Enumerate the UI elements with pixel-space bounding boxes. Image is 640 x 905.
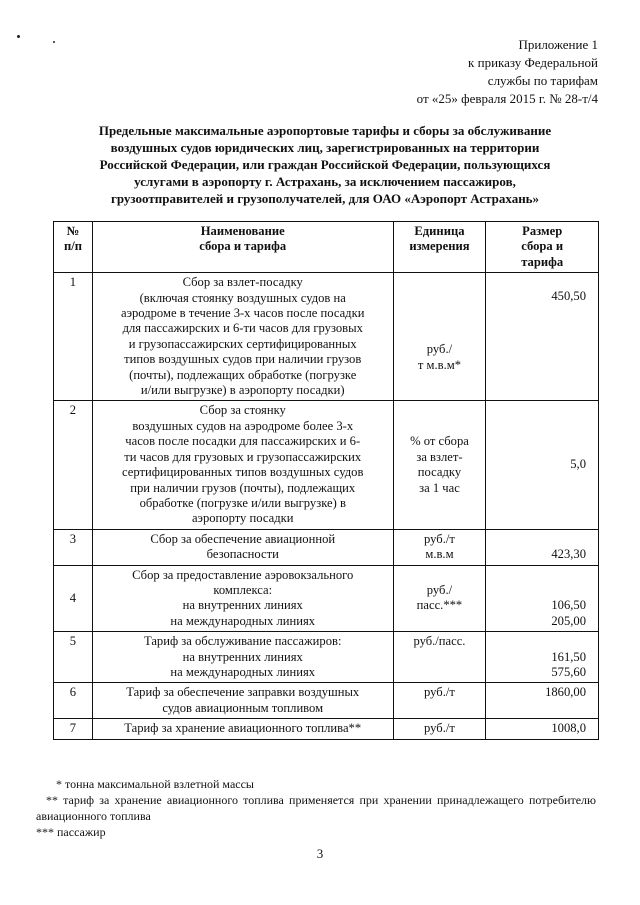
name-line: обработке (погрузке и/или выгрузке) в <box>139 495 346 510</box>
title-line: услугами в аэропорту г. Астрахань, за исключением пассажиров, <box>134 174 516 189</box>
name-line: на внутренних линиях <box>182 649 303 664</box>
header-text: тарифа <box>521 254 564 269</box>
name-line: на международных линиях <box>170 613 316 628</box>
row-number: 1 <box>54 273 93 401</box>
name-line: типов воздушных судов при наличии грузов <box>124 352 362 367</box>
name-line: при наличии грузов (почты), подлежащих <box>130 480 356 495</box>
name-line: воздушных судов на аэродроме более 3-х <box>132 418 354 433</box>
name-line: аэропорту посадки <box>191 511 294 526</box>
row-unit <box>393 632 486 683</box>
row-name <box>92 719 393 739</box>
name-line: для пассажирских и 6-ти часов для грузовых <box>122 321 363 336</box>
name-line: безопасности <box>206 547 279 562</box>
page-number: 3 <box>316 846 324 861</box>
title-line: Предельные максимальные аэропортовые тарифы и сборы за обслуживание <box>98 123 552 138</box>
row-value <box>486 683 599 719</box>
table-row <box>54 632 599 683</box>
value-line: 106,50 <box>551 598 586 613</box>
row-unit <box>393 683 486 719</box>
row-name <box>92 632 393 683</box>
name-line: Сбор за взлет-посадку <box>182 275 303 290</box>
unit-line: руб./т <box>424 531 455 546</box>
appendix-line: к приказу Федеральной <box>468 55 598 70</box>
tariffs-table <box>53 221 599 740</box>
unit-line: % от сбора <box>410 434 469 449</box>
row-name <box>92 529 393 565</box>
value-line: 450,50 <box>551 289 586 304</box>
scan-speck <box>53 41 55 43</box>
name-line: (почты), подлежащих обработке (погрузке <box>129 367 357 382</box>
row-name <box>92 401 393 529</box>
row-unit <box>393 529 486 565</box>
name-line: судов авиационным топливом <box>162 700 324 715</box>
value-line: 161,50 <box>551 649 586 664</box>
row-name <box>92 273 393 401</box>
header-text: № <box>66 224 80 238</box>
row-number: 7 <box>54 719 93 739</box>
header-text: Размер <box>522 224 563 238</box>
name-line: ти часов для грузовых и грузопассажирских <box>124 449 362 464</box>
footnote-3: *** пассажир <box>36 825 106 839</box>
unit-line: посадку <box>417 465 462 480</box>
row-number: 6 <box>54 683 93 719</box>
title-line: воздушных судов юридических лиц, зарегистрированных на территории <box>110 140 540 155</box>
footnote-2: ** тариф за хранение авиационного топлива применяется при хранении принадлежащего потребителю авиационного топлива <box>36 793 596 823</box>
unit-line: пасс.*** <box>416 598 463 613</box>
row-unit <box>393 273 486 401</box>
header-number <box>54 222 93 273</box>
header-text: сбора и тарифа <box>199 239 287 254</box>
value-line: 423,30 <box>551 547 586 562</box>
title-line: грузоотправителей и грузополучателей, для ОАО «Аэропорт Астрахань» <box>110 191 540 206</box>
name-line: Тариф за обслуживание пассажиров: <box>143 634 342 649</box>
row-name <box>92 565 393 632</box>
row-unit <box>393 401 486 529</box>
unit-line: руб./т <box>424 721 455 736</box>
name-line: Сбор за обеспечение авиационной <box>150 531 336 546</box>
table-row <box>54 683 599 719</box>
unit-line: руб./ <box>426 582 453 597</box>
value-line: 205,00 <box>551 613 586 628</box>
value-line: 1008,0 <box>551 721 586 736</box>
name-line: на внутренних линиях <box>182 598 303 613</box>
row-value <box>486 273 599 401</box>
row-value <box>486 719 599 739</box>
header-text: Единица <box>414 224 465 238</box>
appendix-line: от «25» февраля 2015 г. № 28-т/4 <box>416 91 598 106</box>
header-name <box>92 222 393 273</box>
row-number: 3 <box>54 529 93 565</box>
name-line: Тариф за обеспечение заправки воздушных <box>126 685 360 700</box>
unit-line: за взлет- <box>416 449 463 464</box>
header-text: измерения <box>409 239 470 254</box>
value-line: 575,60 <box>551 664 586 679</box>
table-row <box>54 565 599 632</box>
appendix-line: Приложение 1 <box>518 37 598 52</box>
row-number: 2 <box>54 401 93 529</box>
name-line: и грузопассажирских сертифицированных <box>128 336 357 351</box>
row-value <box>486 632 599 683</box>
header-unit <box>393 222 486 273</box>
unit-line: руб./ <box>426 342 453 357</box>
name-line: комплекса: <box>213 582 273 597</box>
table-row <box>54 273 599 401</box>
name-line: часов после посадки для пассажирских и 6- <box>125 434 361 449</box>
table-row <box>54 719 599 739</box>
name-line: Тариф за хранение авиационного топлива** <box>124 721 362 736</box>
header-value <box>486 222 599 273</box>
document-title <box>40 122 610 207</box>
scan-speck <box>17 35 20 38</box>
unit-line: т м.в.м* <box>417 357 462 372</box>
row-unit <box>393 719 486 739</box>
appendix-line: службы по тарифам <box>487 73 598 88</box>
unit-line: руб./т <box>424 685 455 700</box>
row-number: 5 <box>54 632 93 683</box>
value-line: 5,0 <box>570 457 586 472</box>
header-text: п/п <box>63 239 82 254</box>
row-value <box>486 529 599 565</box>
name-line: и/или выгрузке) в аэропорту посадки) <box>140 383 345 398</box>
table-header-row <box>54 222 599 273</box>
value-line: 1860,00 <box>545 685 586 700</box>
footnote-1: * тонна максимальной взлетной массы <box>56 777 254 791</box>
header-text: Наименование <box>200 224 285 238</box>
name-line: Сбор за стоянку <box>199 403 286 418</box>
name-line: сертифицированных типов воздушных судов <box>122 465 364 480</box>
row-value <box>486 401 599 529</box>
table-row <box>54 529 599 565</box>
appendix-reference <box>338 36 598 108</box>
name-line: Сбор за предоставление аэровокзального <box>132 567 354 582</box>
table-row <box>54 401 599 529</box>
unit-line: за 1 час <box>419 480 460 495</box>
name-line: (включая стоянку воздушных судов на <box>139 290 346 305</box>
row-number: 4 <box>54 565 93 632</box>
footnotes <box>36 776 596 840</box>
title-line: Российской Федерации, или граждан Российской Федерации, пользующихся <box>99 157 551 172</box>
unit-line: м.в.м <box>425 547 454 562</box>
header-text: сбора и <box>521 239 564 254</box>
row-unit <box>393 565 486 632</box>
row-name <box>92 683 393 719</box>
unit-line: руб./пасс. <box>413 634 466 649</box>
row-value <box>486 565 599 632</box>
name-line: на международных линиях <box>170 664 316 679</box>
name-line: аэродроме в течение 3-х часов после посадки <box>120 306 365 321</box>
